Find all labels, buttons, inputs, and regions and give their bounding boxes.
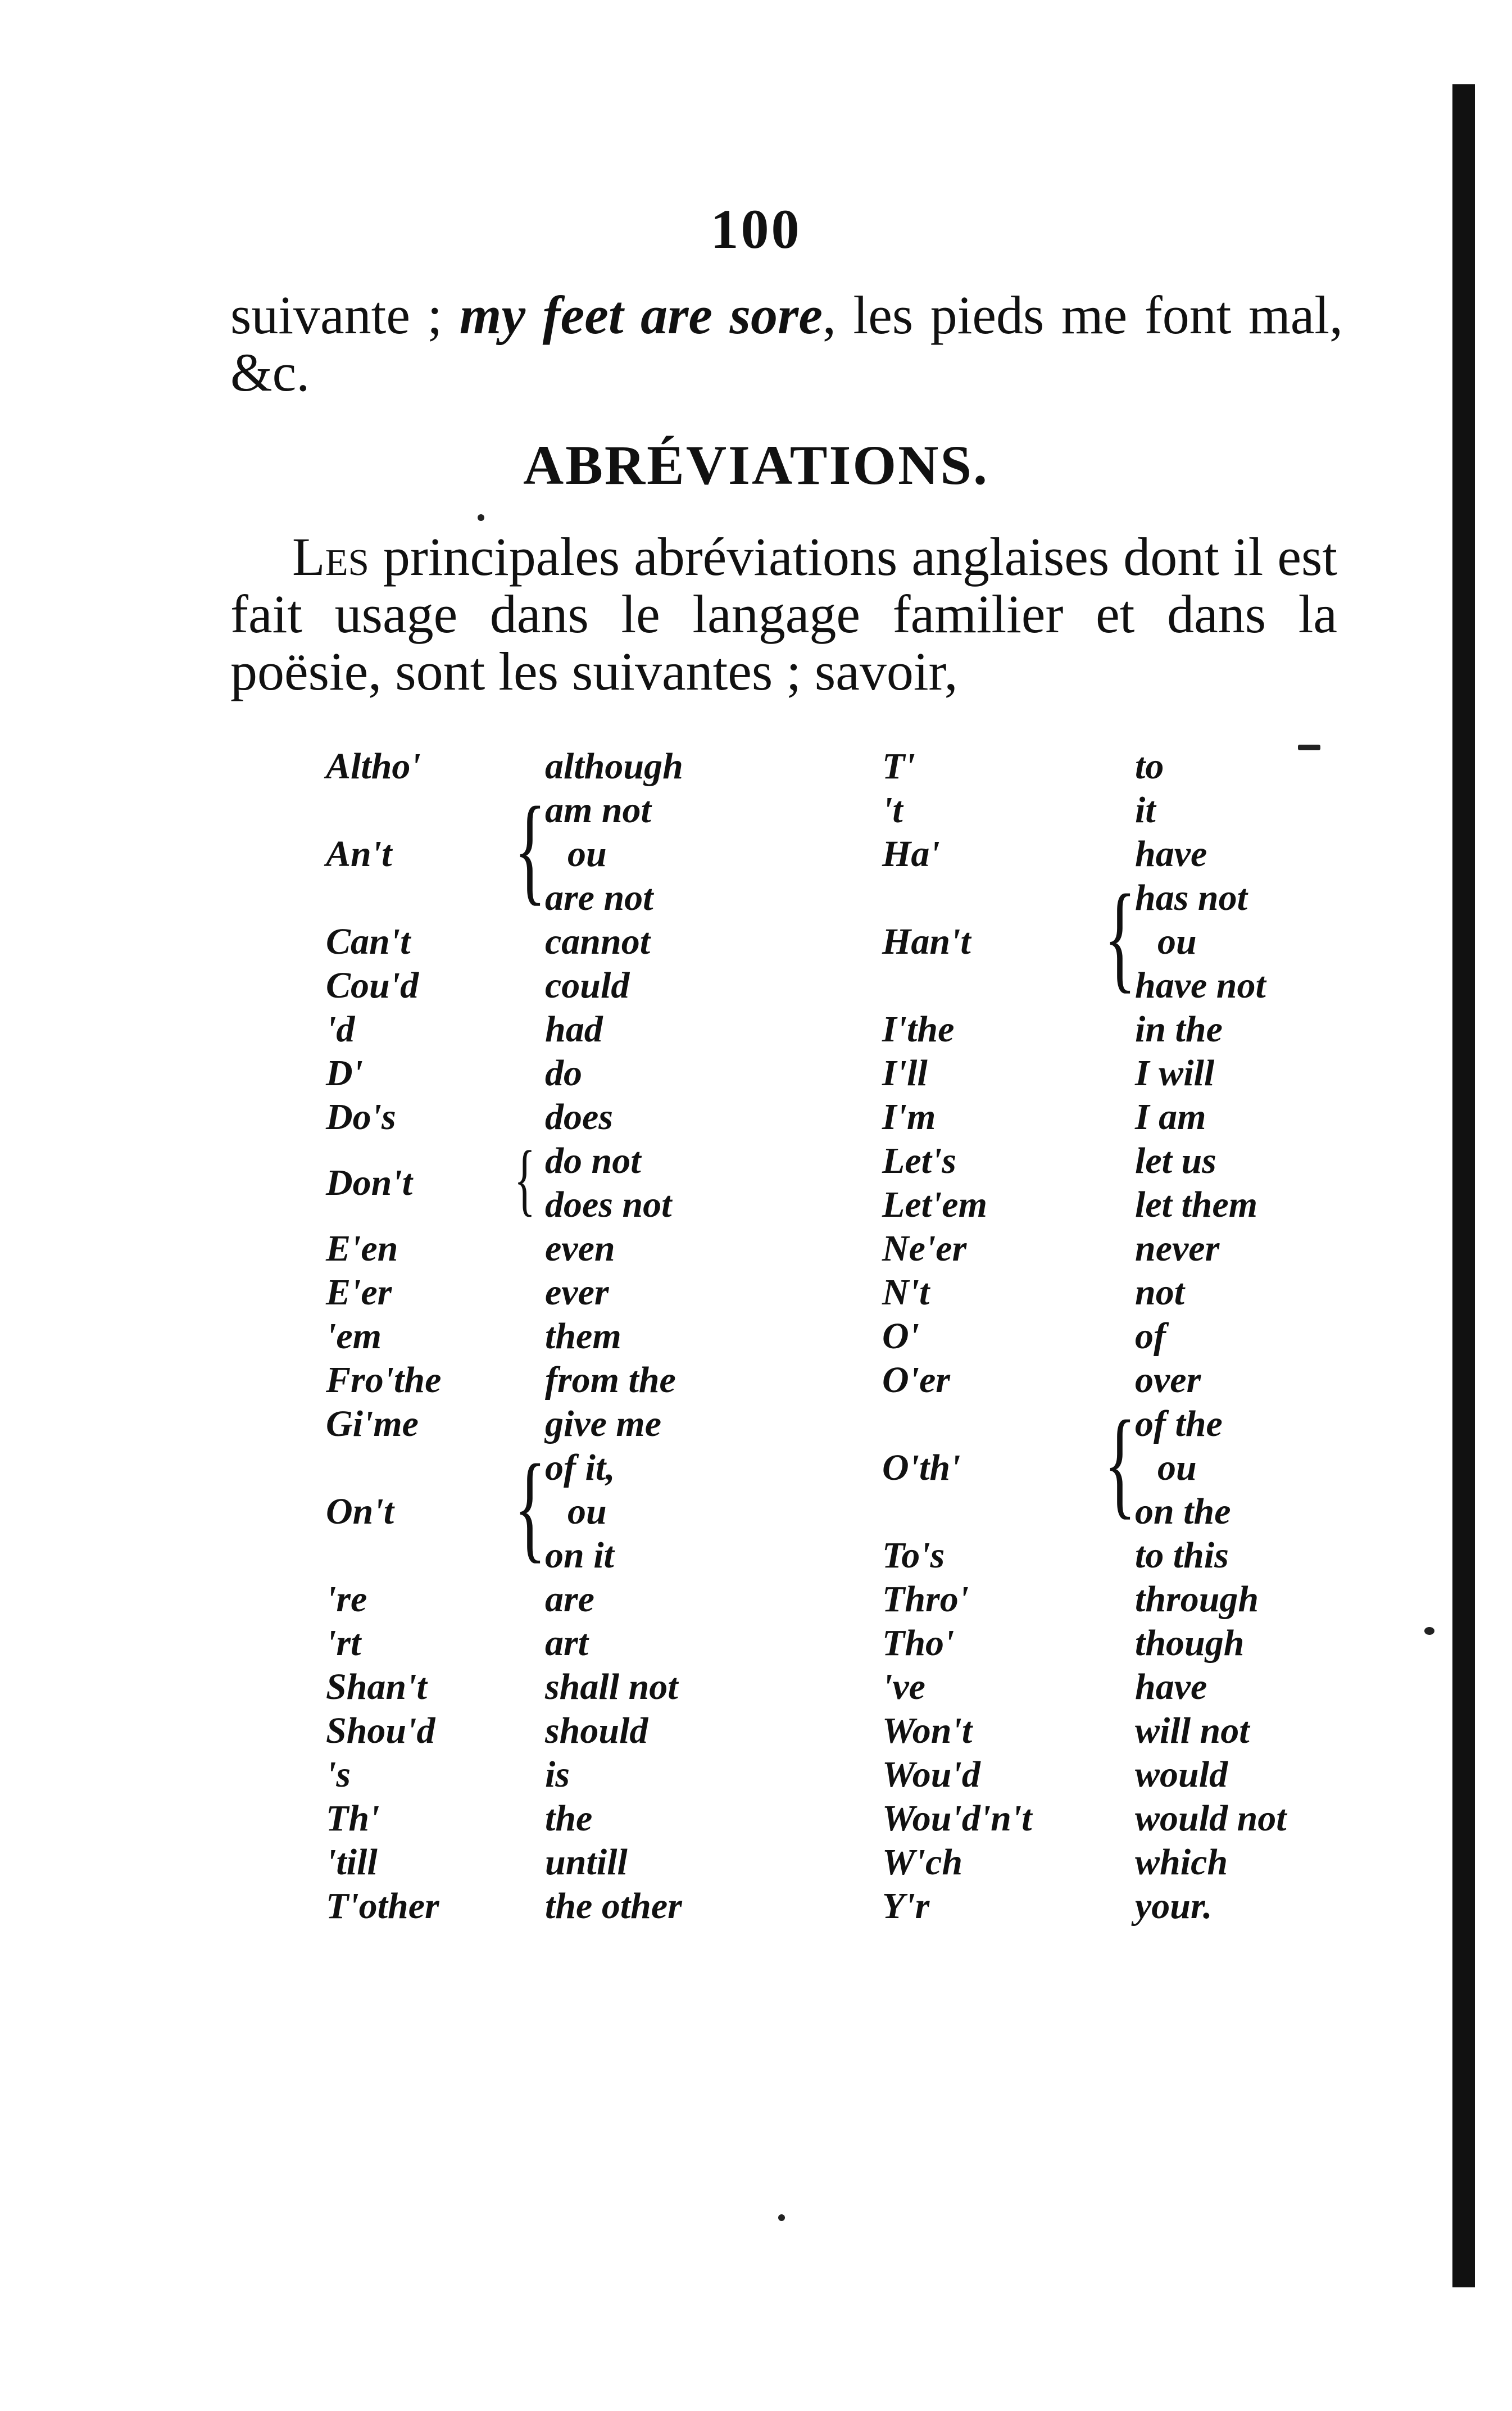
print-speck xyxy=(1298,745,1320,750)
abbreviation: Ne'er xyxy=(882,1228,967,1269)
expansion: never xyxy=(1135,1228,1220,1269)
expansion: I will xyxy=(1135,1053,1215,1094)
abbreviation: 't xyxy=(882,790,903,831)
abbreviation: D' xyxy=(326,1053,363,1094)
expansion: has not xyxy=(1135,877,1247,918)
abbreviation: Wou'd'n't xyxy=(882,1798,1032,1839)
abbreviation: Altho' xyxy=(326,746,421,787)
abbreviation: I'm xyxy=(882,1096,936,1137)
expansion: art xyxy=(545,1623,589,1664)
expansion: will not xyxy=(1135,1710,1250,1751)
abbreviation: Thro' xyxy=(882,1579,969,1620)
abbreviation: 'rt xyxy=(326,1623,361,1664)
expansion: ou xyxy=(1157,1447,1197,1488)
print-speck xyxy=(1424,1627,1434,1635)
abbreviation: O'th' xyxy=(882,1447,961,1488)
expansion: the xyxy=(545,1798,593,1839)
abbreviation: T' xyxy=(882,746,915,787)
expansion: had xyxy=(545,1009,603,1050)
expansion: cannot xyxy=(545,921,651,962)
expansion: should xyxy=(545,1710,648,1751)
abbreviation: 'em xyxy=(326,1316,382,1357)
expansion: of xyxy=(1135,1316,1166,1357)
abbreviation: Shou'd xyxy=(326,1710,435,1751)
abbreviation: 's xyxy=(326,1754,351,1795)
abbreviation: Y'r xyxy=(882,1886,930,1927)
expansion: would not xyxy=(1135,1798,1287,1839)
expansion: does not xyxy=(545,1184,672,1225)
abbreviation: Cou'd xyxy=(326,965,419,1006)
expansion: ou xyxy=(567,833,607,874)
abbreviation: Tho' xyxy=(882,1623,955,1664)
expansion: though xyxy=(1135,1623,1245,1664)
abbreviation: Shan't xyxy=(326,1666,427,1707)
expansion: are not xyxy=(545,877,653,918)
expansion: which xyxy=(1135,1842,1228,1883)
abbreviation: I'll xyxy=(882,1053,928,1094)
continuation-text: suivante ; xyxy=(230,285,460,345)
abbreviation: 'till xyxy=(326,1842,378,1883)
abbreviation: Han't xyxy=(882,921,971,962)
abbreviation: N't xyxy=(882,1272,930,1313)
abbreviation: Gi'me xyxy=(326,1403,419,1444)
expansion: shall not xyxy=(545,1666,678,1707)
expansion: have not xyxy=(1135,965,1266,1006)
section-heading: ABRÉVIATIONS. xyxy=(523,434,989,496)
expansion: is xyxy=(545,1754,570,1795)
abbreviation: Won't xyxy=(882,1710,973,1751)
expansion: ou xyxy=(567,1491,607,1532)
brace-icon: { xyxy=(514,782,546,916)
expansion: have xyxy=(1135,833,1207,874)
expansion: from the xyxy=(545,1359,676,1401)
abbreviation: E'er xyxy=(326,1272,392,1313)
expansion: let us xyxy=(1135,1140,1216,1181)
expansion: of the xyxy=(1135,1403,1223,1444)
expansion: over xyxy=(1135,1359,1201,1401)
brace-icon: { xyxy=(514,1439,546,1574)
brace-icon: { xyxy=(1104,1395,1136,1530)
expansion: ever xyxy=(545,1272,609,1313)
abbreviation: Th' xyxy=(326,1798,380,1839)
print-speck xyxy=(778,2214,785,2221)
expansion: ou xyxy=(1157,921,1197,962)
abbreviation: Wou'd xyxy=(882,1754,980,1795)
continuation-text-end: , les pieds me font mal, &c. xyxy=(230,285,1343,402)
abbreviation: O' xyxy=(882,1316,919,1357)
expansion: in the xyxy=(1135,1009,1223,1050)
expansion: have xyxy=(1135,1666,1207,1707)
abbreviation: Let's xyxy=(882,1140,956,1181)
expansion: does xyxy=(545,1096,613,1137)
expansion: on the xyxy=(1135,1491,1231,1532)
abbreviation-table xyxy=(326,745,1337,1936)
abbreviation: W'ch xyxy=(882,1842,963,1883)
expansion: them xyxy=(545,1316,621,1357)
abbreviation: 'd xyxy=(326,1009,355,1050)
abbreviation: On't xyxy=(326,1491,394,1532)
abbreviation: I'the xyxy=(882,1009,955,1050)
expansion: even xyxy=(545,1228,615,1269)
expansion: of it, xyxy=(545,1447,615,1488)
continuation-italic: my feet are sore xyxy=(459,285,823,345)
expansion: let them xyxy=(1135,1184,1258,1225)
abbreviation: An't xyxy=(326,833,392,874)
abbreviation: Fro'the xyxy=(326,1359,442,1401)
abbreviation: O'er xyxy=(882,1359,950,1401)
abbreviation: 're xyxy=(326,1579,367,1620)
expansion: although xyxy=(545,746,683,787)
abbreviation: E'en xyxy=(326,1228,398,1269)
expansion: untill xyxy=(545,1842,628,1883)
expansion: the other xyxy=(545,1886,682,1927)
expansion: am not xyxy=(545,790,651,831)
intro-lead-word: Les xyxy=(292,527,369,587)
print-speck xyxy=(478,514,484,521)
expansion: not xyxy=(1135,1272,1185,1313)
intro-text: principales abréviations anglaises dont il est fait usage dans le langage familier et dans la poësie, sont les suivantes ; savoir, xyxy=(230,527,1337,701)
abbreviation: Can't xyxy=(326,921,411,962)
expansion: to this xyxy=(1135,1535,1229,1576)
brace-icon: { xyxy=(1104,869,1136,1004)
expansion: to xyxy=(1135,746,1164,787)
brace-icon: { xyxy=(514,1135,535,1224)
expansion: through xyxy=(1135,1579,1259,1620)
expansion: do xyxy=(545,1053,582,1094)
expansion: would xyxy=(1135,1754,1228,1795)
abbreviation: Don't xyxy=(326,1162,413,1203)
abbreviation: T'other xyxy=(326,1886,439,1927)
page-edge-shadow xyxy=(1452,84,1475,2287)
abbreviation: Ha' xyxy=(882,833,940,874)
abbreviation: To's xyxy=(882,1535,945,1576)
expansion: give me xyxy=(545,1403,662,1444)
intro-paragraph xyxy=(230,528,1337,700)
expansion: on it xyxy=(545,1535,614,1576)
expansion: it xyxy=(1135,790,1156,831)
expansion: could xyxy=(545,965,630,1006)
continuation-paragraph xyxy=(230,287,1343,401)
expansion: your. xyxy=(1135,1886,1213,1927)
expansion: are xyxy=(545,1579,594,1620)
expansion: I am xyxy=(1135,1096,1206,1137)
abbreviation: Do's xyxy=(326,1096,396,1137)
abbreviation: Let'em xyxy=(882,1184,987,1225)
page-number: 100 xyxy=(710,198,802,260)
abbreviation: 've xyxy=(882,1666,925,1707)
expansion: do not xyxy=(545,1140,641,1181)
